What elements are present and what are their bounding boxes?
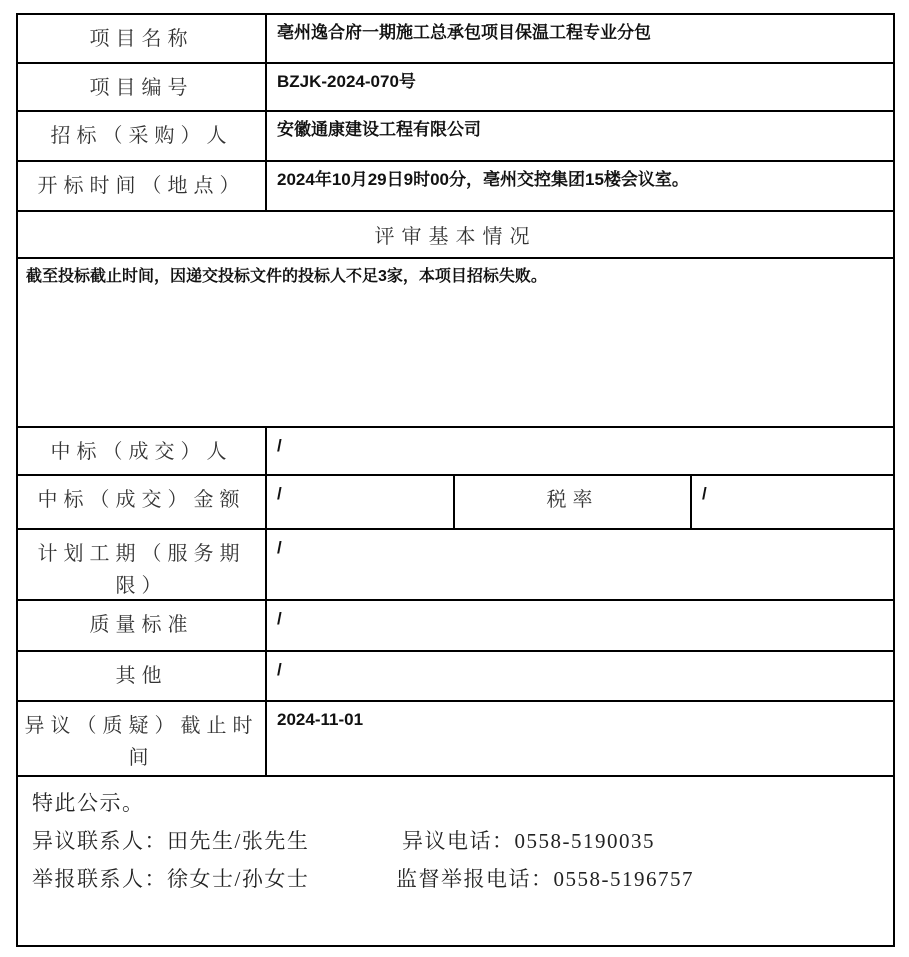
- tax-rate-value: /: [690, 476, 897, 528]
- report-phone: 监督举报电话：0558-5196757: [396, 867, 694, 891]
- row-footer: [18, 777, 893, 945]
- row-purchaser: [18, 112, 893, 162]
- planned-period-label: 计划工期（服务期限）: [37, 543, 246, 597]
- award-amount-label: 中标（成交）金额: [37, 489, 246, 511]
- row-project-number: [18, 64, 893, 112]
- project-number-label: 项目编号: [89, 77, 194, 99]
- bid-opening-label: 开标时间（地点）: [37, 175, 246, 197]
- winner-label: 中标（成交）人: [50, 441, 233, 463]
- footer-report-line: [32, 860, 879, 898]
- objection-contact: 异议联系人：田先生/张先生: [32, 829, 310, 853]
- bid-announcement-table: [16, 13, 895, 947]
- footer-objection-line: [32, 822, 879, 860]
- row-bid-opening: [18, 162, 893, 212]
- purchaser-label: 招标（采购）人: [50, 125, 233, 147]
- footer-block: [18, 777, 893, 945]
- project-number-value: BZJK-2024-070号: [265, 64, 893, 110]
- award-amount-value: /: [265, 476, 453, 528]
- row-objection-deadline: [18, 702, 893, 777]
- row-quality-standard: [18, 601, 893, 652]
- quality-standard-label: 质量标准: [89, 614, 194, 636]
- review-result-text: 截至投标截止时间，因递交投标文件的投标人不足3家，本项目招标失败。: [26, 268, 547, 285]
- objection-phone: 异议电话：0558-5190035: [402, 829, 655, 853]
- winner-value: /: [265, 428, 893, 474]
- footer-announcement: 特此公示。: [32, 791, 145, 815]
- project-name-value: 亳州逸合府一期施工总承包项目保温工程专业分包: [265, 15, 893, 62]
- report-contact: 举报联系人：徐女士/孙女士: [32, 867, 310, 891]
- review-section-title: 评审基本情况: [374, 226, 537, 248]
- row-project-name: [18, 15, 893, 64]
- row-planned-period: [18, 530, 893, 601]
- planned-period-value: /: [265, 530, 893, 599]
- bid-opening-value: 2024年10月29日9时00分，亳州交控集团15楼会议室。: [265, 162, 893, 210]
- row-review-result: [18, 259, 893, 428]
- objection-deadline-value: 2024-11-01: [265, 702, 893, 775]
- row-winner: [18, 428, 893, 476]
- project-name-label: 项目名称: [89, 28, 194, 50]
- other-label: 其他: [115, 665, 168, 687]
- objection-deadline-label: 异议（质疑）截止时间: [24, 715, 259, 769]
- row-other: [18, 652, 893, 702]
- tax-rate-label: 税率: [453, 476, 690, 528]
- other-value: /: [265, 652, 893, 700]
- quality-standard-value: /: [265, 601, 893, 650]
- row-award-amount: [18, 476, 893, 530]
- row-review-section-header: [18, 212, 893, 259]
- purchaser-value: 安徽通康建设工程有限公司: [265, 112, 893, 160]
